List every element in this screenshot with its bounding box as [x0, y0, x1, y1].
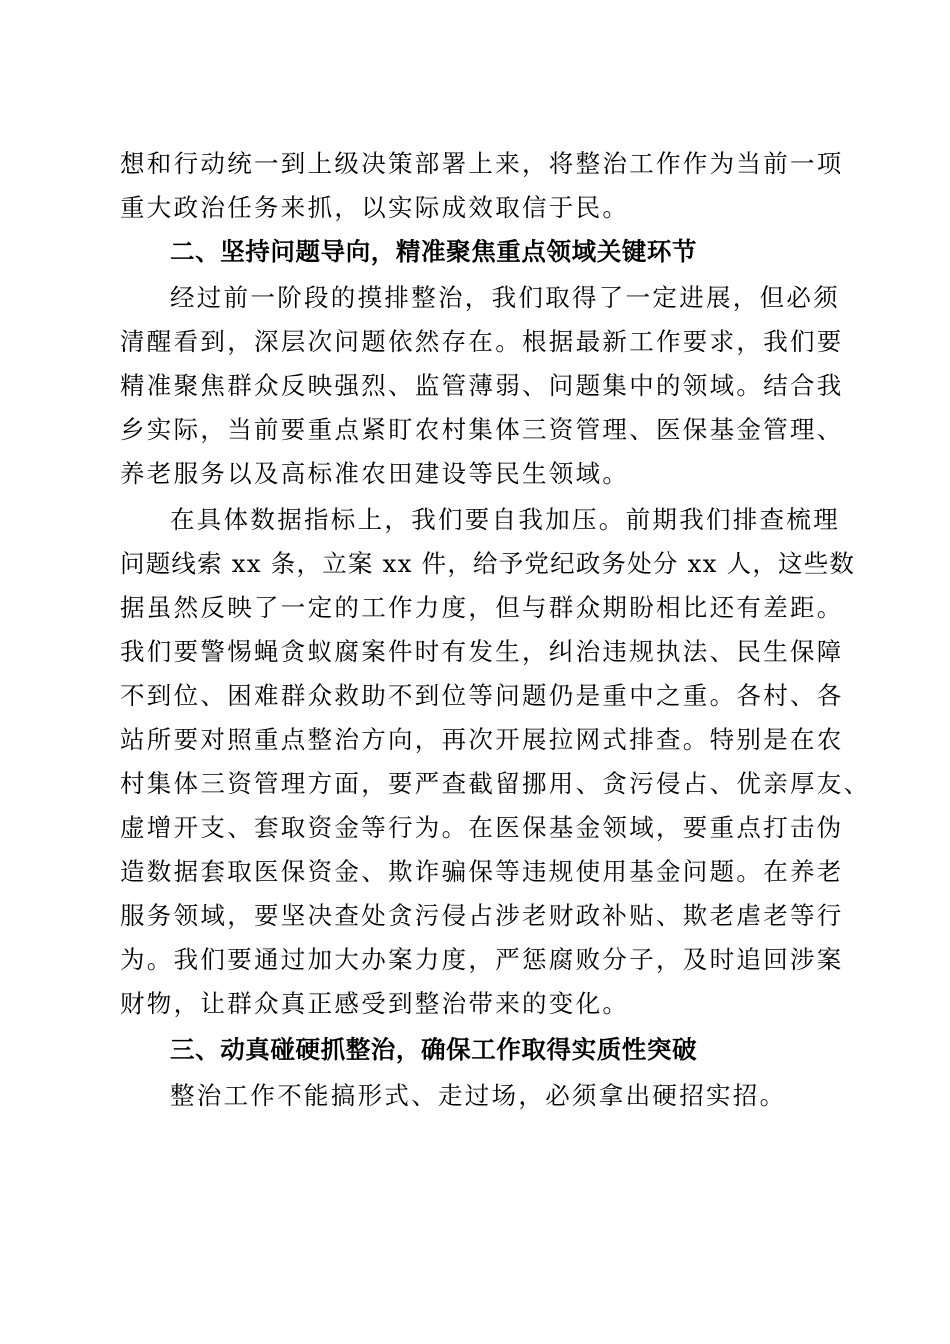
paragraph-line: 据虽然反映了一定的工作力度，但与群众期盼相比还有差距。 — [120, 593, 844, 622]
paragraph-line: 清醒看到，深层次问题依然存在。根据最新工作要求，我们要 — [120, 327, 844, 356]
section-heading: 三、动真碰硬抓整治，确保工作取得实质性突破 — [170, 1035, 698, 1064]
paragraph-line: 在具体数据指标上，我们要自我加压。前期我们排查梳理 — [170, 505, 840, 534]
paragraph-line: 乡实际，当前要重点紧盯农村集体三资管理、医保基金管理、 — [120, 415, 844, 444]
paragraph-line: 财物，让群众真正感受到整治带来的变化。 — [120, 989, 630, 1018]
paragraph-line: 服务领域，要坚决查处贪污侵占涉老财政补贴、欺老虐老等行 — [120, 901, 844, 930]
paragraph-line: 站所要对照重点整治方向，再次开展拉网式排查。特别是在农 — [120, 725, 844, 754]
paragraph-line: 我们要警惕蝇贪蚁腐案件时有发生，纠治违规执法、民生保障 — [120, 637, 844, 666]
paragraph-line: 想和行动统一到上级决策部署上来，将整治工作作为当前一项 — [120, 149, 844, 178]
paragraph-line: 造数据套取医保资金、欺诈骗保等违规使用基金问题。在养老 — [120, 857, 844, 886]
paragraph-line: 重大政治任务来抓，以实际成效取信于民。 — [120, 193, 630, 222]
paragraph-line: 问题线索 xx 条，立案 xx 件，给予党纪政务处分 xx 人，这些数 — [120, 549, 856, 578]
paragraph-line: 虚增开支、套取资金等行为。在医保基金领域，要重点打击伪 — [120, 813, 844, 842]
paragraph-line: 养老服务以及高标准农田建设等民生领域。 — [120, 459, 630, 488]
paragraph-line: 精准聚焦群众反映强烈、监管薄弱、问题集中的领域。结合我 — [120, 371, 844, 400]
paragraph-line: 整治工作不能搞形式、走过场，必须拿出硬招实招。 — [170, 1081, 787, 1110]
section-heading: 二、坚持问题导向，精准聚焦重点领域关键环节 — [170, 237, 698, 266]
paragraph-line: 为。我们要通过加大办案力度，严惩腐败分子，及时追回涉案 — [120, 945, 844, 974]
paragraph-line: 不到位、困难群众救助不到位等问题仍是重中之重。各村、各 — [120, 681, 844, 710]
paragraph-line: 经过前一阶段的摸排整治，我们取得了一定进展，但必须 — [170, 283, 840, 312]
paragraph-line: 村集体三资管理方面，要严查截留挪用、贪污侵占、优亲厚友、 — [120, 769, 871, 798]
